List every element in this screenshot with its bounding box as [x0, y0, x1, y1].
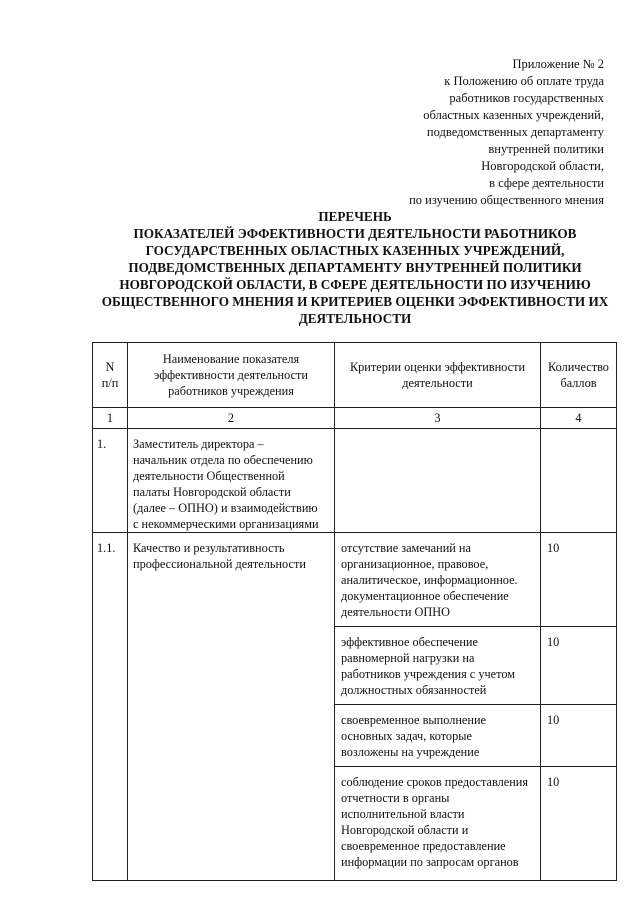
column-numbers-row	[93, 408, 617, 429]
appendix-line: внутренней политики	[488, 142, 604, 156]
appendix-line: областных казенных учреждений,	[423, 108, 604, 122]
section-num: 1.	[93, 429, 128, 533]
appendix-line: по изучению общественного мнения	[409, 193, 604, 207]
indicators-table	[92, 342, 617, 881]
header-criteria: Критерии оценки эффективности деятельности	[335, 343, 541, 408]
col-number: 2	[128, 408, 335, 429]
criterion-points: 10	[541, 627, 617, 705]
criterion-text: своевременное выполнение основных задач, которые возложены на учреждение	[335, 705, 541, 767]
item-name: Качество и результативность профессиональной деятельности	[128, 533, 335, 881]
empty-cell	[541, 429, 617, 533]
appendix-block	[274, 56, 604, 209]
appendix-line: подведомственных департаменту	[426, 125, 604, 139]
title-line: ГОСУДАРСТВЕННЫХ ОБЛАСТНЫХ КАЗЕННЫХ УЧРЕЖДЕНИЙ,	[145, 243, 565, 258]
title-line: ОБЩЕСТВЕННОГО МНЕНИЯ И КРИТЕРИЕВ ОЦЕНКИ ЭФФЕКТИВНОСТИ ИХ	[101, 294, 609, 309]
title-line: ПОДВЕДОМСТВЕННЫХ ДЕПАРТАМЕНТУ ВНУТРЕННЕЙ ПОЛИТИКИ	[128, 260, 582, 275]
criterion-points: 10	[541, 705, 617, 767]
empty-cell	[335, 429, 541, 533]
header-num: N п/п	[93, 343, 128, 408]
document-title	[90, 208, 620, 327]
criterion-text: отсутствие замечаний на организационное, правовое, аналитическое, информационное. документационное обеспечение деятельности ОПНО	[335, 533, 541, 627]
title-line: ПЕРЕЧЕНЬ	[318, 209, 392, 224]
criterion-text: соблюдение сроков предоставления отчетности в органы исполнительной власти Новгородской области и своевременное предоставление информации по запросам органов	[335, 767, 541, 881]
header-points: Количество баллов	[541, 343, 617, 408]
appendix-line: Новгородской области,	[481, 159, 604, 173]
criterion-points: 10	[541, 767, 617, 881]
col-number: 1	[93, 408, 128, 429]
item-num: 1.1.	[93, 533, 128, 881]
criterion-points: 10	[541, 533, 617, 627]
table-header-row	[93, 343, 617, 408]
appendix-line: к Положению об оплате труда	[444, 74, 604, 88]
table-row	[93, 533, 617, 627]
appendix-line: Приложение № 2	[512, 57, 604, 71]
header-name: Наименование показателя эффективности деятельности работников учреждения	[128, 343, 335, 408]
section-row	[93, 429, 617, 533]
appendix-line: работников государственных	[449, 91, 604, 105]
col-number: 3	[335, 408, 541, 429]
title-line: ПОКАЗАТЕЛЕЙ ЭФФЕКТИВНОСТИ ДЕЯТЕЛЬНОСТИ РАБОТНИКОВ	[133, 226, 577, 241]
section-name: Заместитель директора – начальник отдела по обеспечению деятельности Общественной палаты Новгородской области (далее – ОПНО) и взаимодействию с некоммерческими организациями	[128, 429, 335, 533]
criterion-text: эффективное обеспечение равномерной нагрузки на работников учреждения с учетом должностных обязанностей	[335, 627, 541, 705]
col-number: 4	[541, 408, 617, 429]
appendix-line: в сфере деятельности	[489, 176, 604, 190]
title-line: ДЕЯТЕЛЬНОСТИ	[298, 311, 412, 326]
title-line: НОВГОРОДСКОЙ ОБЛАСТИ, В СФЕРЕ ДЕЯТЕЛЬНОСТИ ПО ИЗУЧЕНИЮ	[119, 277, 591, 292]
